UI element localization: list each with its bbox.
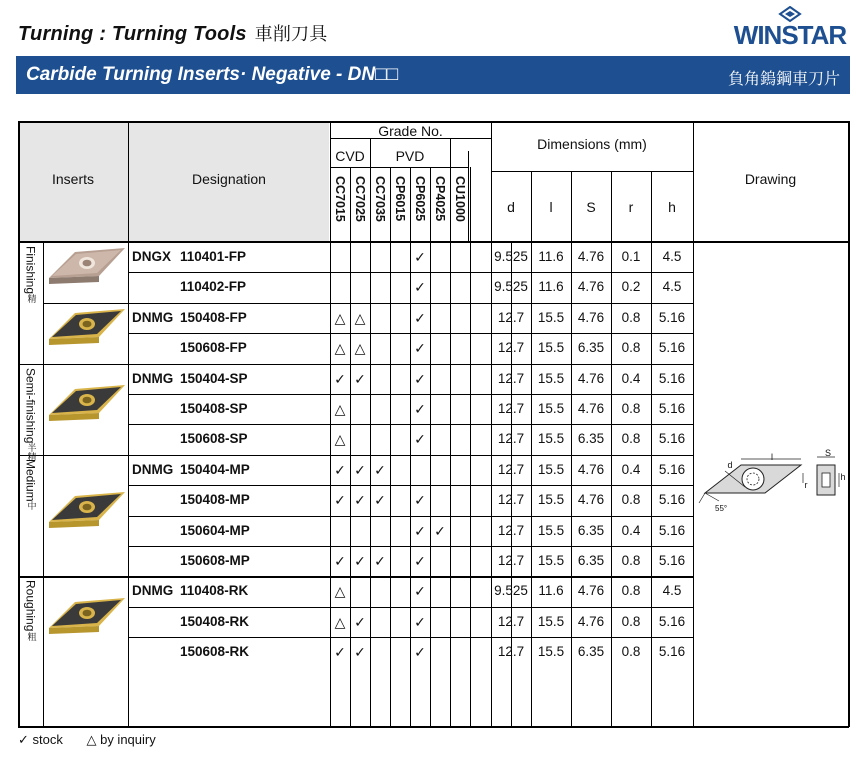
dim-value-l: 15.5 <box>537 370 565 386</box>
grid-line <box>370 167 371 727</box>
legend-stock: ✓ stock <box>18 732 63 747</box>
insert-photo-icon <box>45 303 127 363</box>
grid-line <box>491 171 693 172</box>
dim-value-h: 5.16 <box>658 461 686 477</box>
dim-value-h: 5.16 <box>658 431 686 447</box>
dim-value-d: 12.7 <box>497 370 525 386</box>
dim-header-d: d <box>507 199 515 215</box>
row-code: 110402-FP <box>180 279 247 295</box>
grade-mark: ✓ <box>414 370 426 387</box>
insert-photo-icon <box>45 242 127 302</box>
insert-image <box>44 364 128 455</box>
dim-value-r: 0.8 <box>621 613 641 629</box>
dim-value-r: 0.4 <box>621 461 641 477</box>
section-banner <box>16 56 850 94</box>
dim-value-r: 0.8 <box>621 431 641 447</box>
brand-name: WINSTAR <box>733 20 847 50</box>
dim-value-l: 15.5 <box>537 309 565 325</box>
grade-mark: ✓ <box>434 522 446 539</box>
category-label <box>18 459 43 573</box>
grid-line <box>470 167 471 727</box>
dim-value-r: 0.8 <box>621 340 641 356</box>
grade-mark: ✓ <box>374 461 386 478</box>
dim-value-s: 4.76 <box>577 492 605 508</box>
grade-mark: ✓ <box>334 644 346 661</box>
insert-photo-icon <box>45 379 127 439</box>
dim-value-r: 0.1 <box>621 249 641 264</box>
row-series: DNGX <box>132 249 172 264</box>
dim-value-d: 12.7 <box>497 461 525 477</box>
dim-value-l: 15.5 <box>537 461 565 477</box>
drawing-label-s: S <box>824 448 831 458</box>
dim-value-h: 4.5 <box>662 249 682 264</box>
grade-col-cu1000: CU1000 <box>453 176 467 222</box>
grid-line <box>450 138 451 167</box>
category-label <box>18 367 43 461</box>
insert-image <box>44 455 128 577</box>
grade-mark: △ <box>334 340 346 357</box>
grade-mark: ✓ <box>354 644 366 661</box>
dim-value-d: 9.525 <box>494 249 528 264</box>
dim-value-s: 4.76 <box>577 613 605 629</box>
dim-value-s: 6.35 <box>577 431 605 447</box>
dim-value-d: 12.7 <box>497 613 525 629</box>
insert-photo-icon <box>45 486 127 546</box>
grade-mark: ✓ <box>354 613 366 630</box>
category-label <box>18 246 43 360</box>
grade-mark: ✓ <box>414 492 426 509</box>
row-code: 150604-MP <box>180 522 250 538</box>
dim-value-h: 5.16 <box>658 370 686 386</box>
dim-value-s: 4.76 <box>577 279 605 295</box>
dim-value-r: 0.8 <box>621 583 641 599</box>
grade-mark: ✓ <box>354 370 366 387</box>
grid-line <box>450 167 451 727</box>
grade-mark: ✓ <box>374 492 386 509</box>
category-label-en: Finishing <box>23 246 38 295</box>
dim-value-d: 12.7 <box>497 431 525 447</box>
category-label-cn: 精 <box>25 294 36 304</box>
category-label-en: Medium <box>23 458 38 502</box>
dim-value-h: 5.16 <box>658 522 686 538</box>
page-title-cn: 車削刀具 <box>254 24 328 45</box>
dim-value-l: 11.6 <box>538 583 564 599</box>
header-cvd: CVD <box>335 148 365 164</box>
dim-value-d: 12.7 <box>497 309 525 325</box>
dim-value-d: 12.7 <box>497 553 525 568</box>
insert-photo-icon <box>45 592 127 652</box>
row-code: 150408-FP <box>180 309 247 325</box>
header-grade-no: Grade No. <box>378 123 443 139</box>
row-code: 150608-RK <box>180 644 250 660</box>
dim-value-s: 4.76 <box>577 309 605 325</box>
banner-title-en: Carbide Turning Inserts· Negative - DN□□ <box>26 64 399 85</box>
row-code: 150408-RK <box>180 613 250 629</box>
grade-mark: ✓ <box>414 340 426 357</box>
drawing-label-angle: 55° <box>715 504 728 513</box>
row-series: DNMG <box>132 461 174 477</box>
grade-mark: △ <box>334 309 346 326</box>
dim-value-h: 4.5 <box>662 279 682 295</box>
row-code: 110408-RK <box>180 583 249 599</box>
dim-value-r: 0.8 <box>621 644 641 660</box>
grade-col-cp6025: CP6025 <box>413 176 427 222</box>
dim-value-d: 12.7 <box>497 492 525 508</box>
grid-line <box>848 121 850 727</box>
category-label-cn: 半精 <box>25 442 36 461</box>
legend <box>18 732 176 748</box>
grid-line <box>18 364 43 366</box>
header-dimensions: Dimensions (mm) <box>537 136 647 152</box>
dim-value-s: 4.76 <box>577 461 605 477</box>
dim-value-s: 6.35 <box>577 553 605 568</box>
grade-mark: △ <box>334 431 346 448</box>
grade-mark: ✓ <box>334 492 346 509</box>
dim-value-d: 12.7 <box>497 401 525 416</box>
row-code: 150608-FP <box>180 340 247 356</box>
dim-value-h: 4.5 <box>662 583 682 599</box>
inserts-table <box>18 121 849 727</box>
dim-value-r: 0.8 <box>621 492 641 508</box>
grade-mark: ✓ <box>414 522 426 539</box>
row-code: 150408-MP <box>180 492 250 508</box>
dim-value-r: 0.8 <box>621 401 641 416</box>
grid-line <box>390 167 391 727</box>
dim-header-l: l <box>549 199 553 215</box>
row-series: DNMG <box>132 370 174 386</box>
category-label-en: Semi-finishing <box>23 367 38 443</box>
category-label-en: Roughing <box>23 580 38 632</box>
grade-mark: △ <box>354 340 366 357</box>
dim-value-r: 0.4 <box>621 370 641 386</box>
drawing-label-l: l <box>771 452 773 462</box>
dim-value-s: 4.76 <box>577 401 605 416</box>
grade-mark: △ <box>334 583 346 600</box>
dim-header-r: r <box>628 199 634 215</box>
row-series: DNMG <box>132 309 174 325</box>
dim-value-d: 9.525 <box>494 583 528 599</box>
grade-mark: △ <box>354 309 366 326</box>
dim-value-h: 5.16 <box>658 613 686 629</box>
category-label <box>18 580 43 663</box>
dim-value-h: 5.16 <box>658 644 686 660</box>
dim-value-l: 15.5 <box>537 340 565 356</box>
grade-mark: ✓ <box>374 553 386 569</box>
dim-value-l: 11.6 <box>538 249 564 264</box>
dim-value-l: 15.5 <box>537 644 565 660</box>
dim-value-s: 6.35 <box>577 644 605 660</box>
dim-value-h: 5.16 <box>658 309 686 325</box>
dim-value-d: 12.7 <box>497 522 525 538</box>
grade-mark: ✓ <box>354 461 366 478</box>
grade-mark: ✓ <box>354 553 366 569</box>
dim-header-S: S <box>586 199 596 215</box>
drawing-label-d: d <box>727 460 733 470</box>
grade-col-cc7025: CC7025 <box>353 176 367 222</box>
dim-value-l: 15.5 <box>537 613 565 629</box>
insert-image <box>44 242 128 303</box>
grade-mark: ✓ <box>414 279 426 296</box>
grade-mark: ✓ <box>334 461 346 478</box>
row-code: 150404-SP <box>180 370 248 386</box>
row-code: 150608-MP <box>180 553 250 568</box>
dim-value-r: 0.8 <box>621 309 641 325</box>
dim-value-l: 15.5 <box>537 553 565 568</box>
grade-col-cc7035: CC7035 <box>373 176 387 222</box>
row-series: DNMG <box>132 583 174 599</box>
grade-mark: ✓ <box>414 401 426 417</box>
dim-value-d: 12.7 <box>497 644 525 660</box>
grid-line <box>430 167 431 727</box>
grid-line <box>693 241 848 243</box>
dim-value-h: 5.16 <box>658 553 686 568</box>
dim-value-s: 6.35 <box>577 340 605 356</box>
grade-mark: ✓ <box>334 370 346 387</box>
dim-value-l: 15.5 <box>537 522 565 538</box>
header-inserts: Inserts <box>51 171 94 187</box>
grade-mark: ✓ <box>414 644 426 661</box>
dim-value-s: 4.76 <box>577 583 605 599</box>
banner-title-cn: 負角鎢鋼車刀片 <box>727 69 840 88</box>
insert-image <box>44 303 128 364</box>
brand-logo <box>729 6 851 50</box>
grade-mark: ✓ <box>414 431 426 448</box>
row-code: 150404-MP <box>180 461 250 477</box>
dim-value-l: 15.5 <box>537 431 565 447</box>
grade-mark: ✓ <box>354 492 366 509</box>
dim-value-r: 0.2 <box>621 279 641 295</box>
dim-value-l: 15.5 <box>537 492 565 508</box>
grade-col-cc7015: CC7015 <box>333 176 347 222</box>
grid-line <box>693 121 694 727</box>
dim-value-s: 4.76 <box>577 249 605 264</box>
grade-mark: ✓ <box>414 613 426 630</box>
category-label-cn: 中 <box>25 501 36 511</box>
dim-value-l: 11.6 <box>538 279 564 295</box>
grade-mark: △ <box>334 401 346 417</box>
dim-value-d: 9.525 <box>494 279 528 295</box>
grade-mark: ✓ <box>334 553 346 569</box>
dim-value-s: 4.76 <box>577 370 605 386</box>
drawing-label-r: r <box>804 480 808 490</box>
grade-mark: ✓ <box>414 583 426 600</box>
header-designation: Designation <box>192 171 266 187</box>
dim-value-h: 5.16 <box>658 492 686 508</box>
legend-inquiry: △ by inquiry <box>86 732 156 747</box>
grade-mark: ✓ <box>414 249 426 265</box>
drawing-label-h: h <box>840 472 846 482</box>
grade-mark: ✓ <box>414 553 426 569</box>
grade-col-cp4025: CP4025 <box>433 176 447 222</box>
dim-value-h: 5.16 <box>658 340 686 356</box>
dim-value-r: 0.8 <box>621 553 641 568</box>
grade-mark: ✓ <box>414 309 426 326</box>
header-pvd: PVD <box>395 148 425 164</box>
dim-value-l: 15.5 <box>537 401 565 416</box>
dim-value-d: 12.7 <box>497 340 525 356</box>
row-code: 110401-FP <box>180 249 247 264</box>
dim-header-h: h <box>668 199 676 215</box>
category-label-cn: 粗 <box>25 631 36 641</box>
header-drawing: Drawing <box>744 171 797 187</box>
page-title <box>18 20 327 46</box>
page-title-en: Turning : Turning Tools <box>18 23 247 45</box>
dim-value-s: 6.35 <box>577 522 605 538</box>
grid-line <box>18 576 43 578</box>
insert-image <box>44 576 128 667</box>
row-code: 150408-SP <box>180 401 248 416</box>
grade-mark: △ <box>334 613 346 630</box>
dim-value-r: 0.4 <box>621 522 641 538</box>
grid-line <box>18 726 849 728</box>
row-code: 150608-SP <box>180 431 248 447</box>
grade-col-cp6015: CP6015 <box>393 176 407 222</box>
dim-value-h: 5.16 <box>658 401 686 416</box>
